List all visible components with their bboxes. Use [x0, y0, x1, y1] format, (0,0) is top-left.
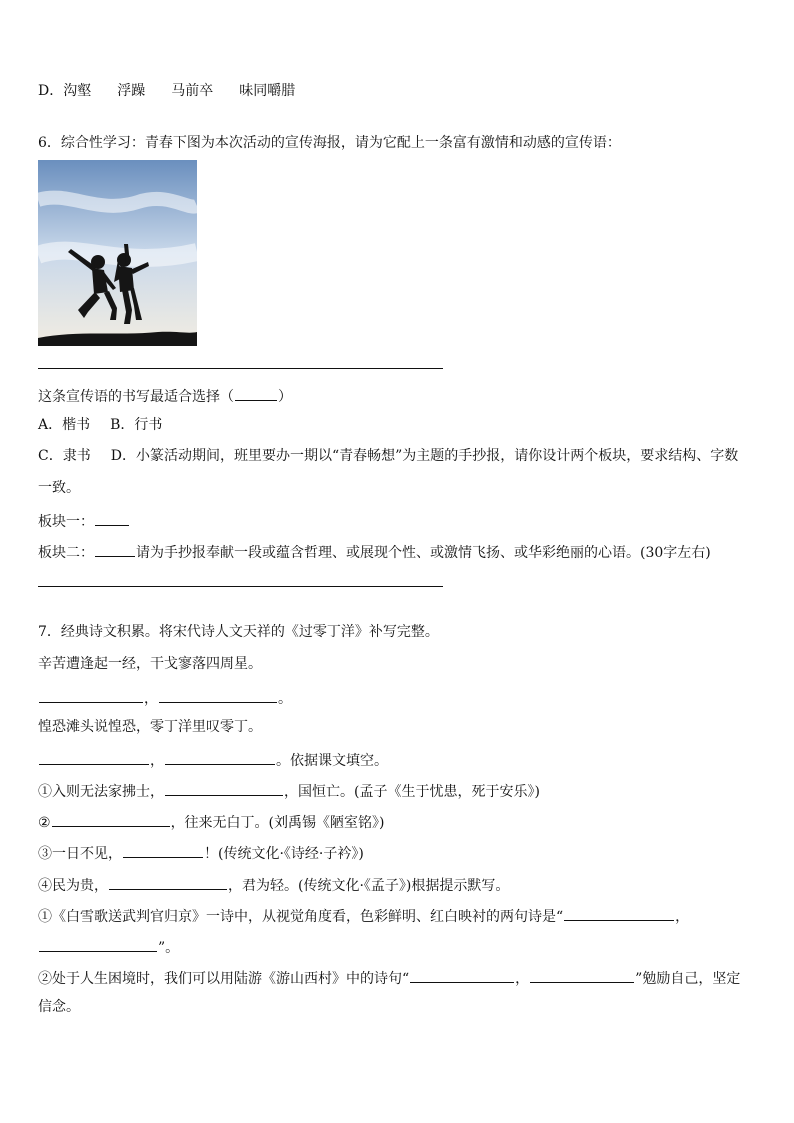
- q7-blank-2[interactable]: [159, 687, 277, 703]
- q7-blank-4[interactable]: [165, 749, 275, 765]
- block2-line: 板块二： 请为手抄报奉献一段或蕴含哲理、或展现个性、或激情飞扬、或华彩绝丽的心语。(30字左右): [38, 541, 711, 562]
- block1-blank[interactable]: [95, 510, 129, 526]
- q7-line2: ， 。: [38, 687, 292, 708]
- recall-2: ②处于人生困境时，我们可以用陆游《游山西村》中的诗句“ ， ”勉励自己，坚定: [38, 967, 740, 988]
- q7-prompt: 7．经典诗文积累。将宋代诗人文天祥的《过零丁洋》补写完整。: [38, 624, 439, 640]
- block2-blank[interactable]: [95, 541, 135, 557]
- fill-1: ①入则无法家拂士， ，国恒亡。(孟子《生于忧患，死于安乐》): [38, 780, 540, 801]
- q6-option-d-cont: 一致。: [38, 480, 80, 496]
- calligraphy-answer-blank[interactable]: [235, 385, 277, 401]
- answer-line-slogan[interactable]: [38, 368, 443, 369]
- fill-4-blank[interactable]: [109, 874, 227, 890]
- recall-2-cont: 信念。: [38, 999, 80, 1015]
- option-b: B．行书: [110, 417, 163, 433]
- fill-3-blank[interactable]: [123, 842, 203, 858]
- q7-line1: 辛苦遭逢起一经，干戈寥落四周星。: [38, 656, 262, 672]
- recall-1: ①《白雪歌送武判官归京》一诗中，从视觉角度看，色彩鲜明、红白映衬的两句诗是“ ，: [38, 905, 689, 926]
- q7-line4: ， 。依据课文填空。: [38, 749, 388, 770]
- q6-prompt: 6．综合性学习：青春下图为本次活动的宣传海报，请为它配上一条富有激情和动感的宣传语：: [38, 135, 621, 151]
- fill-2: ② ，往来无白丁。(刘禹锡《陋室铭》): [38, 811, 385, 832]
- q5-word-4: 味同嚼腊: [239, 83, 296, 99]
- recall-2-blank-1[interactable]: [410, 967, 514, 983]
- q7-line3: 惶恐滩头说惶恐，零丁洋里叹零丁。: [38, 719, 262, 735]
- fill-4: ④民为贵， ，君为轻。(传统文化·《孟子》)根据提示默写。: [38, 874, 509, 895]
- fill-3: ③一日不见， ！(传统文化·《诗经·子衿》): [38, 842, 364, 863]
- poster-photo: [38, 160, 197, 346]
- recall-1-blank-1[interactable]: [564, 905, 674, 921]
- recall-1-blank-2[interactable]: [39, 936, 157, 952]
- q7-blank-3[interactable]: [39, 749, 149, 765]
- q5-word-2: 浮躁: [117, 83, 146, 99]
- option-a: A．楷书: [38, 417, 91, 433]
- q7-blank-1[interactable]: [39, 687, 143, 703]
- fill-2-blank[interactable]: [52, 811, 170, 827]
- q5-word-3: 马前卒: [171, 83, 214, 99]
- q6-calligraphy-question: 这条宣传语的书写最适合选择（ ）: [38, 385, 292, 406]
- q6-options-ab: [38, 416, 162, 434]
- recall-2-blank-2[interactable]: [530, 967, 634, 983]
- option-d: D．小篆活动期间，班里要办一期以“青春畅想”为主题的手抄报，请你设计两个板块，要求结构、字数: [110, 448, 739, 464]
- q5-option-d: D．沟壑: [38, 83, 92, 99]
- fill-1-blank[interactable]: [165, 780, 283, 796]
- answer-line-block2[interactable]: [38, 586, 443, 587]
- poster-image: [38, 160, 197, 346]
- recall-1-cont: ”。: [38, 936, 179, 957]
- q5-option-d-line: [38, 82, 295, 100]
- block1-line: 板块一：: [38, 510, 130, 531]
- q6-options-cd: [38, 447, 738, 465]
- option-c: C．隶书: [38, 448, 91, 464]
